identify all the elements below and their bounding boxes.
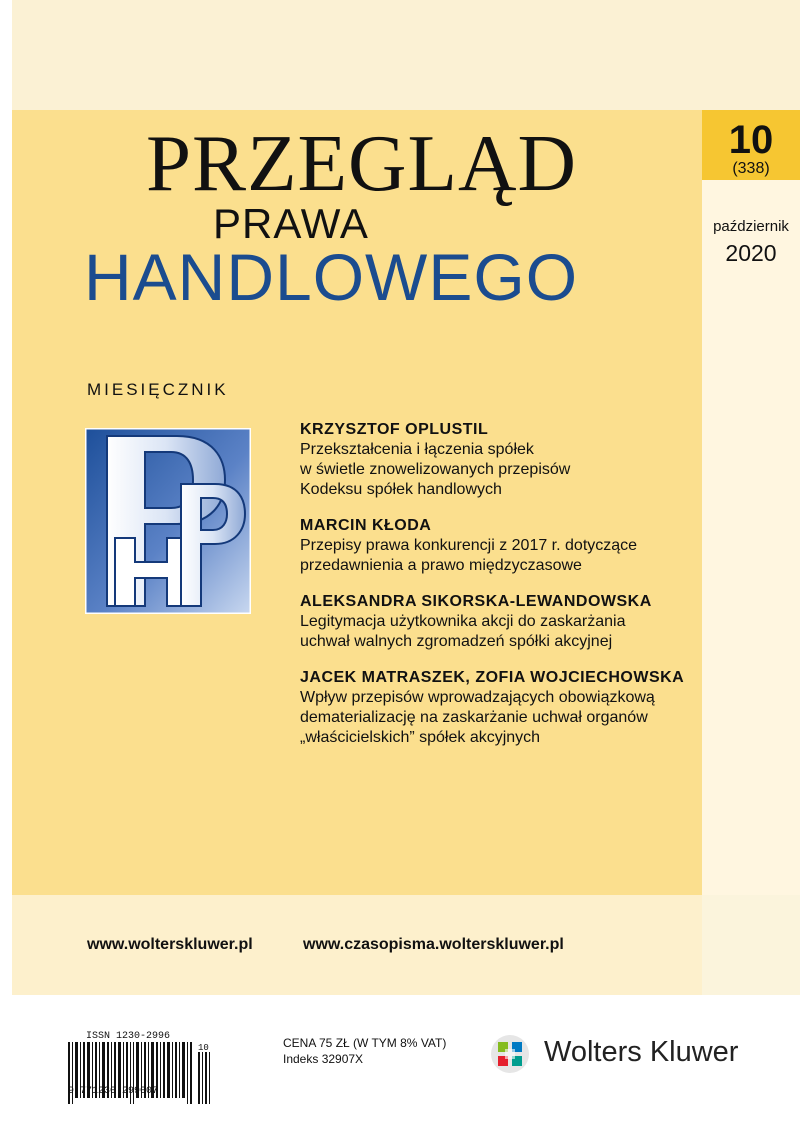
article-item [300,516,700,576]
article-item [300,420,700,500]
article-author: KRZYSZTOF OPLUSTIL [300,421,489,438]
masthead-title-line1: PRZEGLĄD [146,118,577,208]
article-title-line: Przepisy prawa konkurencji z 2017 r. dotyczące [300,537,638,554]
masthead-title-line2: PRAWA [213,200,369,247]
price-label: CENA 75 ZŁ (W TYM 8% VAT) [283,1036,447,1050]
article-title-line: w świetle znowelizowanych przepisów [300,461,571,478]
article-item [300,668,700,748]
article-title-line: dematerializację na zaskarżanie uchwał organów [300,709,648,726]
frequency-label: MIESIĘCZNIK [87,380,229,399]
publisher-name: Wolters Kluwer [544,1036,739,1068]
article-item [300,592,700,652]
footer-band-right [702,895,800,995]
article-title-line: przedawnienia a prawo międzyczasowe [300,557,582,574]
article-title-line: „właścicielskich” spółek akcyjnych [300,729,541,746]
issue-number: 10 [728,118,774,162]
barcode-digits: 9 771230 299007 [68,1086,159,1097]
top-band [12,0,800,110]
issue-year: 2020 [725,240,777,266]
php-monogram-logo [85,428,251,614]
index-label: Indeks 32907X [283,1052,364,1066]
article-author: JACEK MATRASZEK, ZOFIA WOJCIECHOWSKA [300,669,685,686]
article-author: MARCIN KŁODA [300,517,432,534]
website-link-journals[interactable]: www.czasopisma.wolterskluwer.pl [303,936,564,953]
issn-label: ISSN 1230-2996 [86,1031,171,1042]
wolters-kluwer-logo-icon [490,1034,530,1074]
article-title-line: uchwał walnych zgromadzeń spółki akcyjnej [300,633,613,650]
article-title-line: Przekształcenia i łączenia spółek [300,441,534,458]
right-strip [702,180,800,895]
masthead-title-line3: HANDLOWEGO [84,240,579,314]
issue-month: październik [713,218,789,235]
barcode-addon: 10 [198,1043,209,1053]
article-author: ALEKSANDRA SIKORSKA-LEWANDOWSKA [300,593,652,610]
issue-number-total: (338) [732,160,770,177]
articles-list [300,420,700,764]
article-title-line: Wpływ przepisów wprowadzających obowiązkową [300,689,655,706]
article-title-line: Kodeksu spółek handlowych [300,481,502,498]
website-link-publisher[interactable]: www.wolterskluwer.pl [87,936,253,953]
article-title-line: Legitymacja użytkownika akcji do zaskarżania [300,613,626,630]
